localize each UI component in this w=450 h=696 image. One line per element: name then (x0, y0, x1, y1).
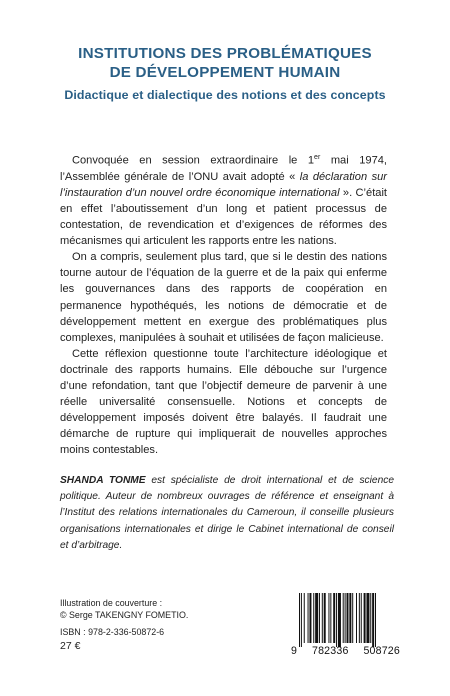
barcode-digit-group-1: 782336 (311, 645, 349, 657)
barcode-digits (291, 645, 400, 657)
price: 27 € (60, 640, 81, 652)
cover-illustration-credit: © Serge TAKENGNY FOMETIO. (60, 610, 189, 621)
title-line-2: DE DÉVELOPPEMENT HUMAIN (109, 64, 341, 81)
cover-illustration-label: Illustration de couverture : (60, 598, 163, 608)
title-line-1: INSTITUTIONS DES PROBLÉMATIQUES (78, 45, 372, 62)
book-title (0, 44, 450, 82)
author-bio-text: est spécialiste de droit international et de science politique. Auteur de nombreux ouvrages de référence et enseignant à l’Institut des relations internationales du Cameroun, il conseille plusieurs organisations internationales et dirige le Cabinet international de conseil et d’arbitrage. (60, 475, 394, 551)
barcode-bars (291, 591, 400, 647)
blurb-paragraph-3: Cette réflexion questionne toute l’architecture idéologique et doctrinale des rapports humains. Elle débouche sur l’urgence d’une refondation, tant que l’objectif demeure de parvenir à une réelle universalité consensuelle. Notions et concepts de développement imposés doivent être balayés. Il faudrait une démarche de rupture qui impliquerait de nouvelles approches moins contestables. (60, 347, 387, 457)
barcode (291, 591, 400, 661)
barcode-digit-lead: 9 (291, 645, 298, 657)
cover-credits (60, 597, 188, 622)
blurb-paragraph-1: Convoquée en session extraordinaire le 1er mai 1974, l’Assemblée générale de l’ONU avait adopté « la déclaration sur l’instauration d’un nouvel ordre économique international ». C’était en effet l’aboutissement d’un long et patient processus de contestation, de revendication et d’exigences de réformes des mécanismes qui articulent les rapports entre les nations. (60, 154, 387, 248)
author-name: SHANDA TONME (60, 475, 146, 486)
book-subtitle: Didactique et dialectique des notions et des concepts (64, 88, 386, 102)
author-bio (60, 473, 394, 554)
isbn: ISBN : 978-2-336-50872-6 (60, 627, 165, 637)
back-cover-blurb (60, 150, 387, 458)
blurb-paragraph-2: On a compris, seulement plus tard, que si le destin des nations tourne autour de l’équation de la guerre et de la paix qui enferme les gouvernances dans des rapports de coopération en permanence hypothéqués, les notions de démocratie et de développement mettent en exergue des problématiques plus complexes, manipulées à souhait et utilisées de façon malicieuse. (60, 251, 387, 344)
barcode-digit-group-2: 508726 (363, 645, 400, 657)
